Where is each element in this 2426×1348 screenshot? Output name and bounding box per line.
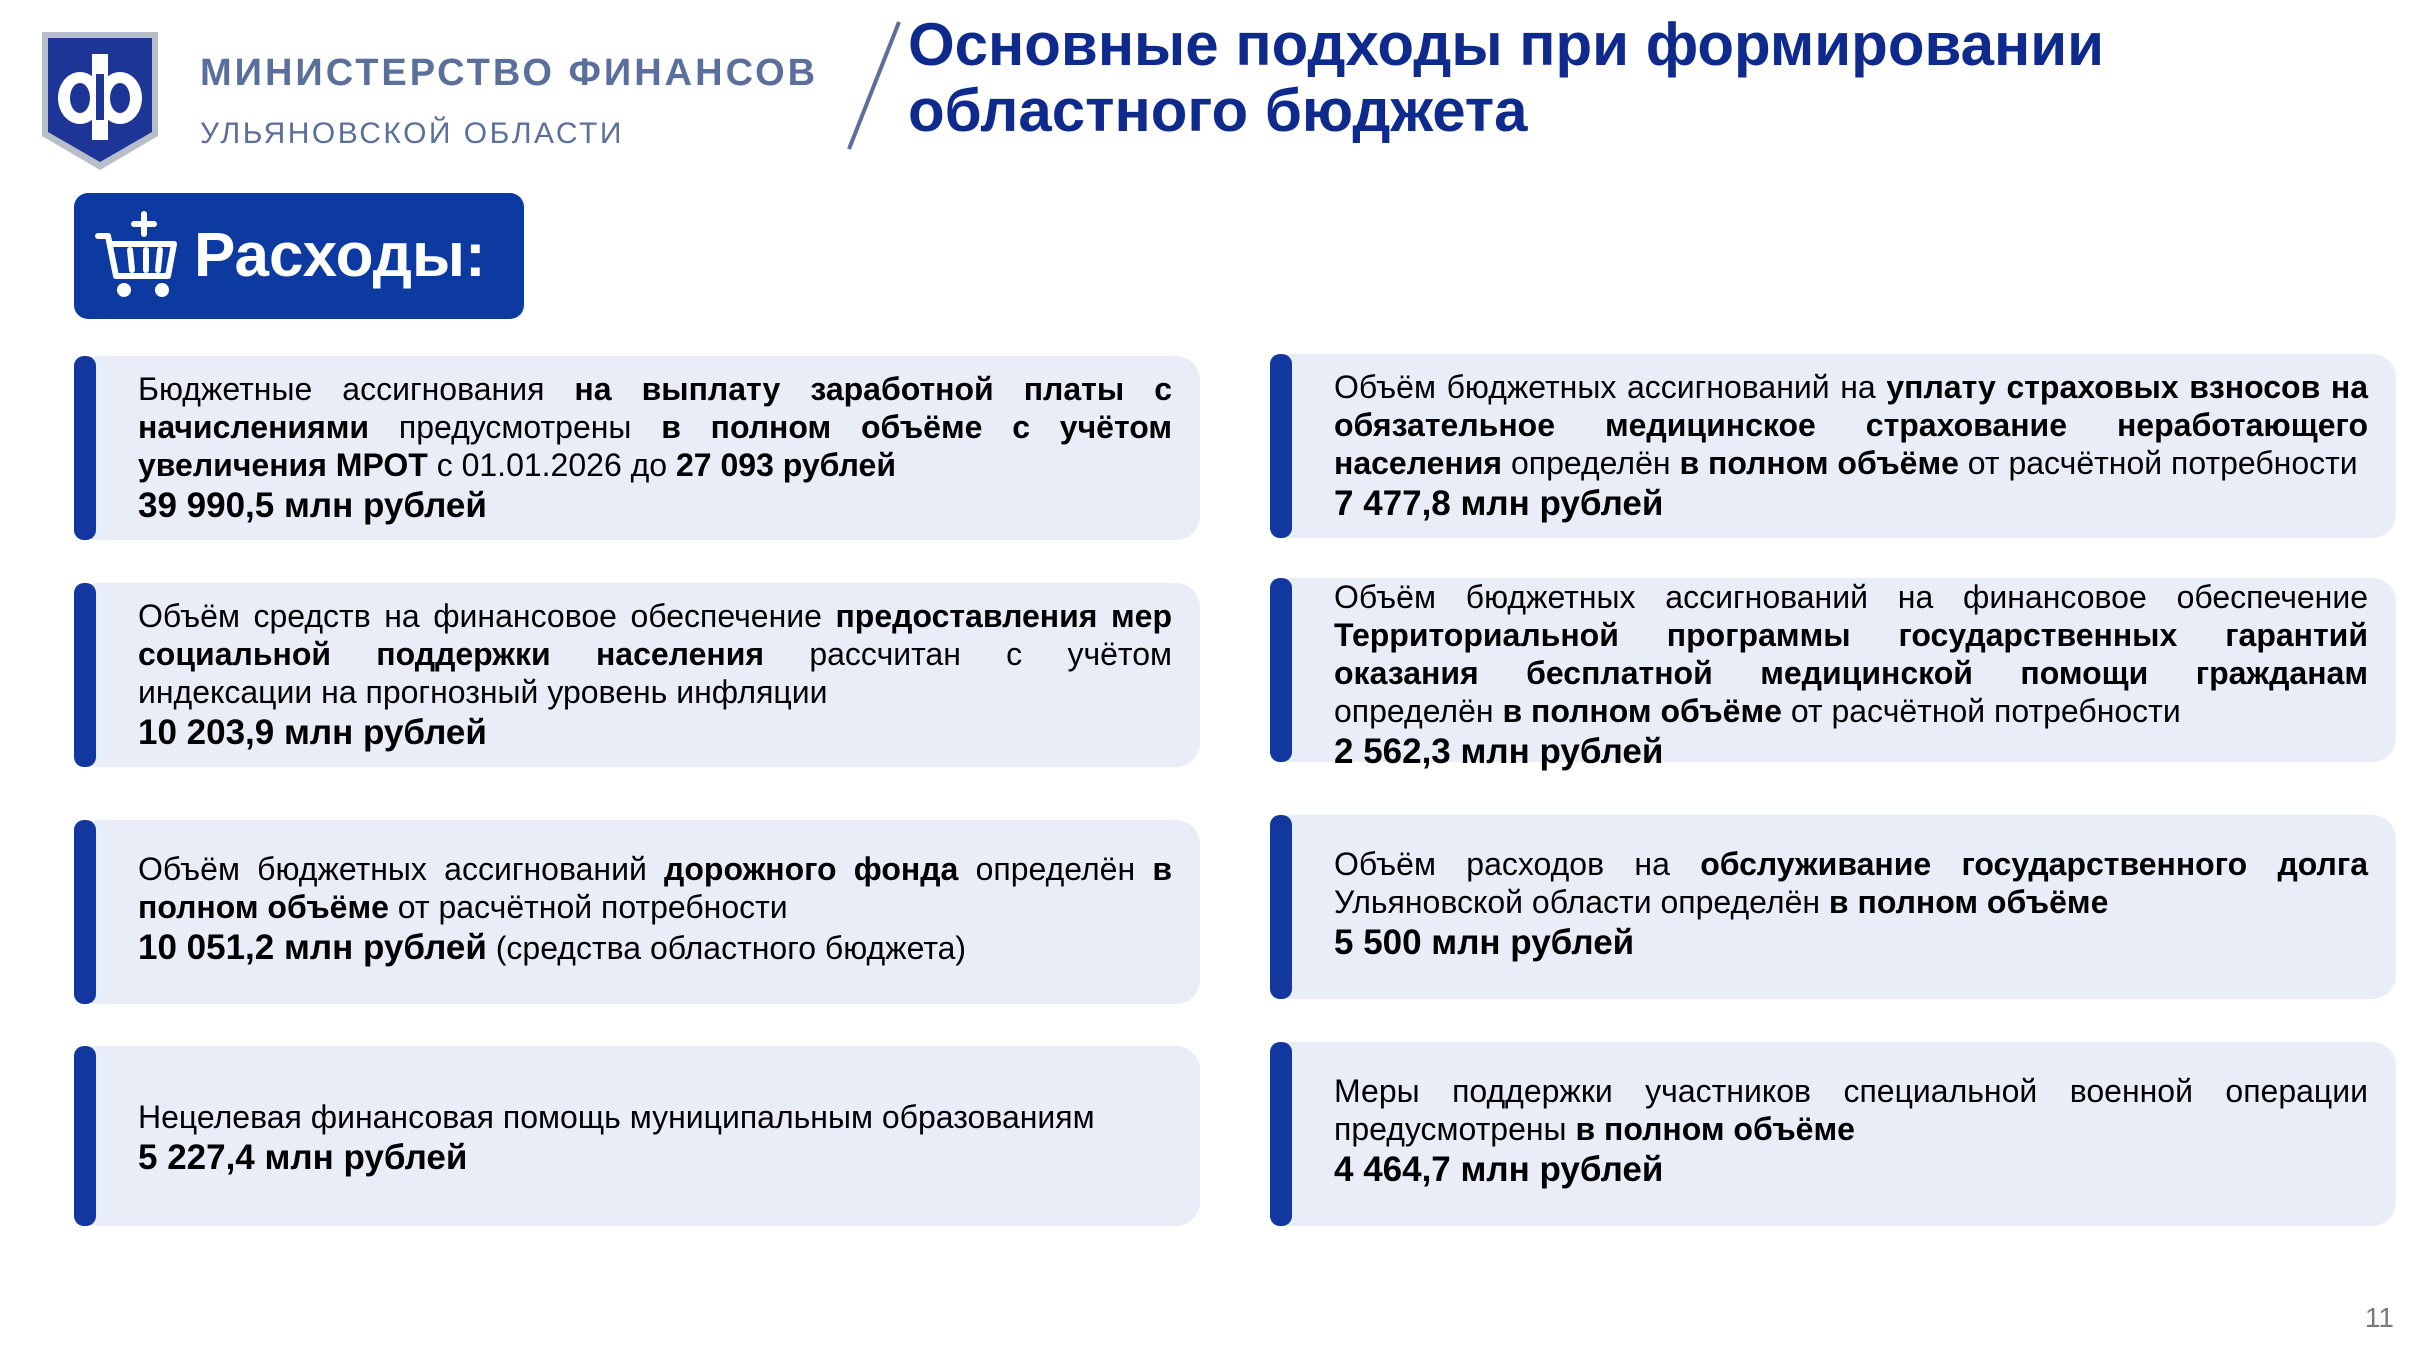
ministry-region: УЛЬЯНОВСКОЙ ОБЛАСТИ [200,117,624,150]
card-amount: 7 477,8 млн рублей [1334,484,1664,523]
card-text-bold: дорожного фонда [664,851,959,887]
card-text-bold: обслуживание государственного долга [1700,846,2369,882]
card-text [1334,368,2368,526]
card-text-bold: уплату страховых взносов на обязательное медицинское страхование неработающего населения [1334,369,2369,481]
section-badge [74,193,524,319]
card-text-plain: предусмотрены [369,409,662,445]
card-text-plain: Ульяновской области определён [1334,884,1829,920]
card-text [1334,578,2368,774]
card-text-plain: от расчётной потребности [1781,693,2181,729]
card-text-bold: в полном объёме [1502,693,1782,729]
card-text-plain: Нецелевая финансовая помощь муниципальным образованиям [138,1099,1095,1135]
expense-card-municipal-aid [74,1046,1200,1226]
page-title: Основные подходы при формировании областного бюджета [908,11,2104,144]
card-text-plain: от расчётной потребности [388,889,788,925]
card-text [138,597,1172,755]
card-text-bold: Территориальной программы государственных гарантий оказания бесплатной медицинской помощи гражданам [1334,617,2368,691]
card-accent-bar [1270,578,1292,762]
card-text-plain: определён [1334,693,1503,729]
card-amount: 4 464,7 млн рублей [1334,1150,1664,1189]
expense-card-svo-support [1270,1042,2396,1226]
section-title: Расходы: [194,221,486,290]
card-text-bold: в полном объёме [1828,884,2109,920]
card-accent-bar [1270,354,1292,538]
card-text-bold: на выплату заработной платы с начислениями [138,371,1172,445]
card-amount-note: (средства областного бюджета) [495,930,967,966]
card-text-bold: предоставления мер социальной поддержки населения [138,598,1173,672]
card-accent-bar [74,1046,96,1226]
card-text-plain: Меры поддержки участников специальной военной операции предусмотрены [1334,1073,2368,1147]
expense-card-road-fund [74,820,1200,1004]
card-text-plain: Объём бюджетных ассигнований [138,851,665,887]
card-accent-bar [1270,1042,1292,1226]
card-accent-bar [74,583,96,767]
card-text-bold: в полном объёме [1679,445,1959,481]
card-text-plain: Объём бюджетных ассигнований на [1334,369,1887,405]
expense-card-debt-service [1270,815,2396,999]
card-text-bold: в полном объёме [138,851,1173,925]
card-text-bold: в полном объёме с учётом увеличения МРОТ [138,409,1173,483]
divider-slash [843,18,905,153]
card-text-plain: определён [958,851,1153,887]
card-text-plain: с 01.01.2026 до [427,447,676,483]
card-text-plain: Объём бюджетных ассигнований на финансовое обеспечение [1334,579,2368,615]
card-amount: 10 203,9 млн рублей [138,713,487,752]
card-text-bold: 27 093 рублей [675,447,897,483]
card-text-bold: в полном объёме [1575,1111,1855,1147]
card-text [138,370,1172,528]
card-text-plain: определён [1502,445,1680,481]
card-accent-bar [74,820,96,1004]
card-text-plain: Бюджетные ассигнования [138,371,575,407]
ministry-emblem-icon [36,28,164,174]
ministry-name: МИНИСТЕРСТВО ФИНАНСОВ [200,52,819,94]
card-amount: 5 227,4 млн рублей [138,1138,468,1177]
card-accent-bar [1270,815,1292,999]
expense-card-medical-guarantees [1270,578,2396,771]
card-text [138,1098,1172,1180]
card-text [1334,1072,2368,1192]
card-amount-row [138,926,1172,970]
shopping-cart-icon [94,210,180,302]
expense-card-salaries [74,356,1200,540]
card-text-plain: рассчитан с учётом индексации на прогнозный уровень инфляции [138,636,1173,710]
expense-card-social-support [74,583,1200,767]
card-amount: 39 990,5 млн рублей [138,486,487,525]
card-amount: 2 562,3 млн рублей [1334,732,1664,771]
page-number: 11 [2364,1302,2394,1333]
card-text-plain: Объём средств на финансовое обеспечение [138,598,836,634]
card-amount: 5 500 млн рублей [1334,923,1635,962]
expense-card-medical-insurance [1270,354,2396,538]
card-amount: 10 051,2 млн рублей [138,928,487,967]
card-accent-bar [74,356,96,540]
card-text-plain: от расчётной потребности [1958,445,2358,481]
card-text-plain: Объём расходов на [1334,846,1701,882]
card-text [138,850,1172,970]
slide-header [0,0,2426,185]
card-text [1334,845,2368,965]
